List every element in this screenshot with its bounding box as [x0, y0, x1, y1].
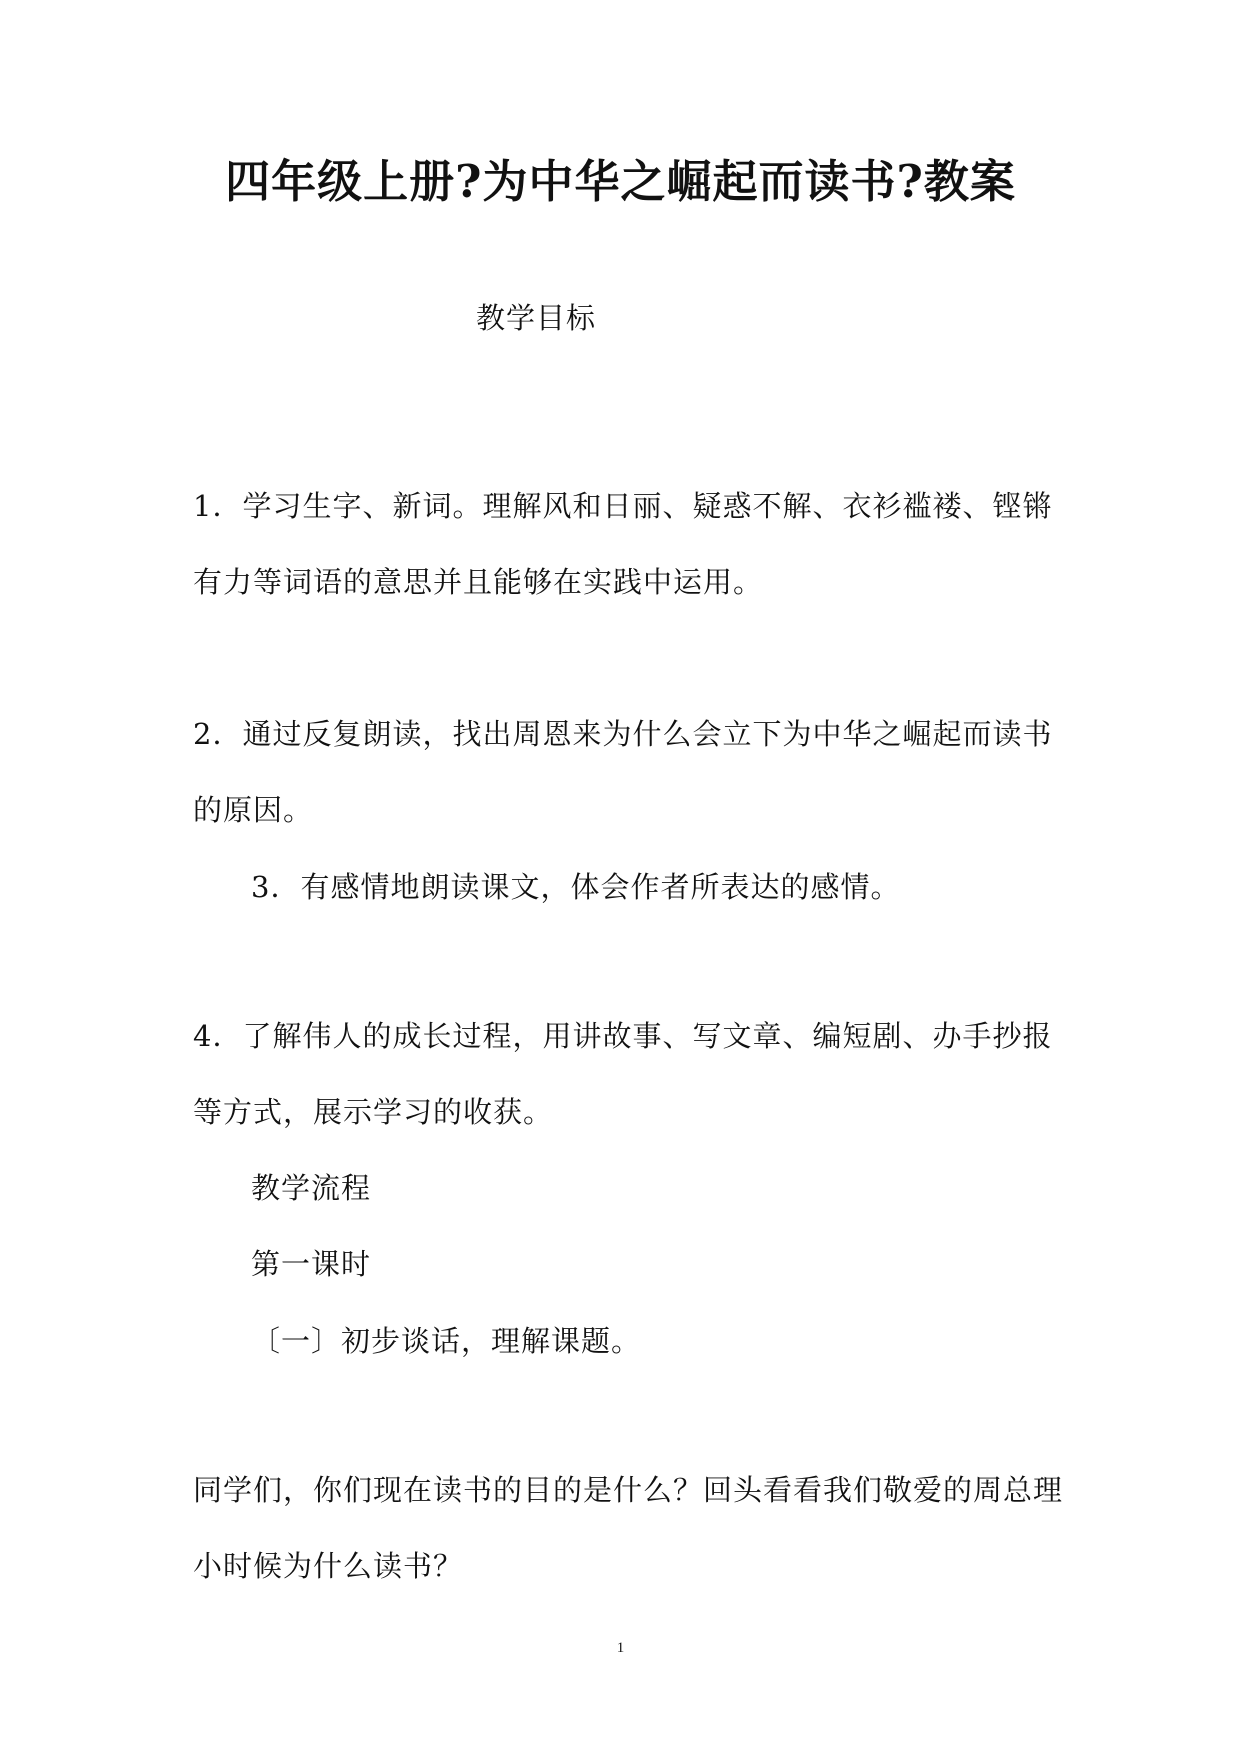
heading-teaching-goals: 教学目标	[476, 301, 597, 335]
goal-3: 3．有感情地朗读课文，体会作者所表达的感情。	[251, 870, 901, 904]
page-number: 1	[616, 1640, 625, 1656]
goal-1-line-2: 有力等词语的意思并且能够在实践中运用。	[193, 565, 764, 599]
goal-4-line-2: 等方式，展示学习的收获。	[193, 1095, 554, 1129]
paragraph-1-line-1: 同学们，你们现在读书的目的是什么？回头看看我们敬爱的周总理	[193, 1473, 1064, 1507]
heading-teaching-process: 教学流程	[251, 1171, 372, 1205]
step-1: 〔一〕初步谈话，理解课题。	[251, 1324, 642, 1358]
paragraph-1-line-2: 小时候为什么读书？	[193, 1549, 464, 1583]
goal-1-line-1: 1．学习生字、新词。理解风和日丽、疑惑不解、衣衫褴褛、铿锵	[193, 489, 1053, 523]
goal-2-line-1: 2．通过反复朗读，找出周恩来为什么会立下为中华之崛起而读书	[193, 717, 1053, 751]
goal-4-line-1: 4．了解伟人的成长过程，用讲故事、写文章、编短剧、办手抄报	[193, 1019, 1053, 1053]
lesson-label: 第一课时	[251, 1247, 372, 1281]
document-title: 四年级上册?为中华之崛起而读书?教案	[225, 155, 1016, 208]
goal-2-line-2: 的原因。	[193, 793, 314, 827]
